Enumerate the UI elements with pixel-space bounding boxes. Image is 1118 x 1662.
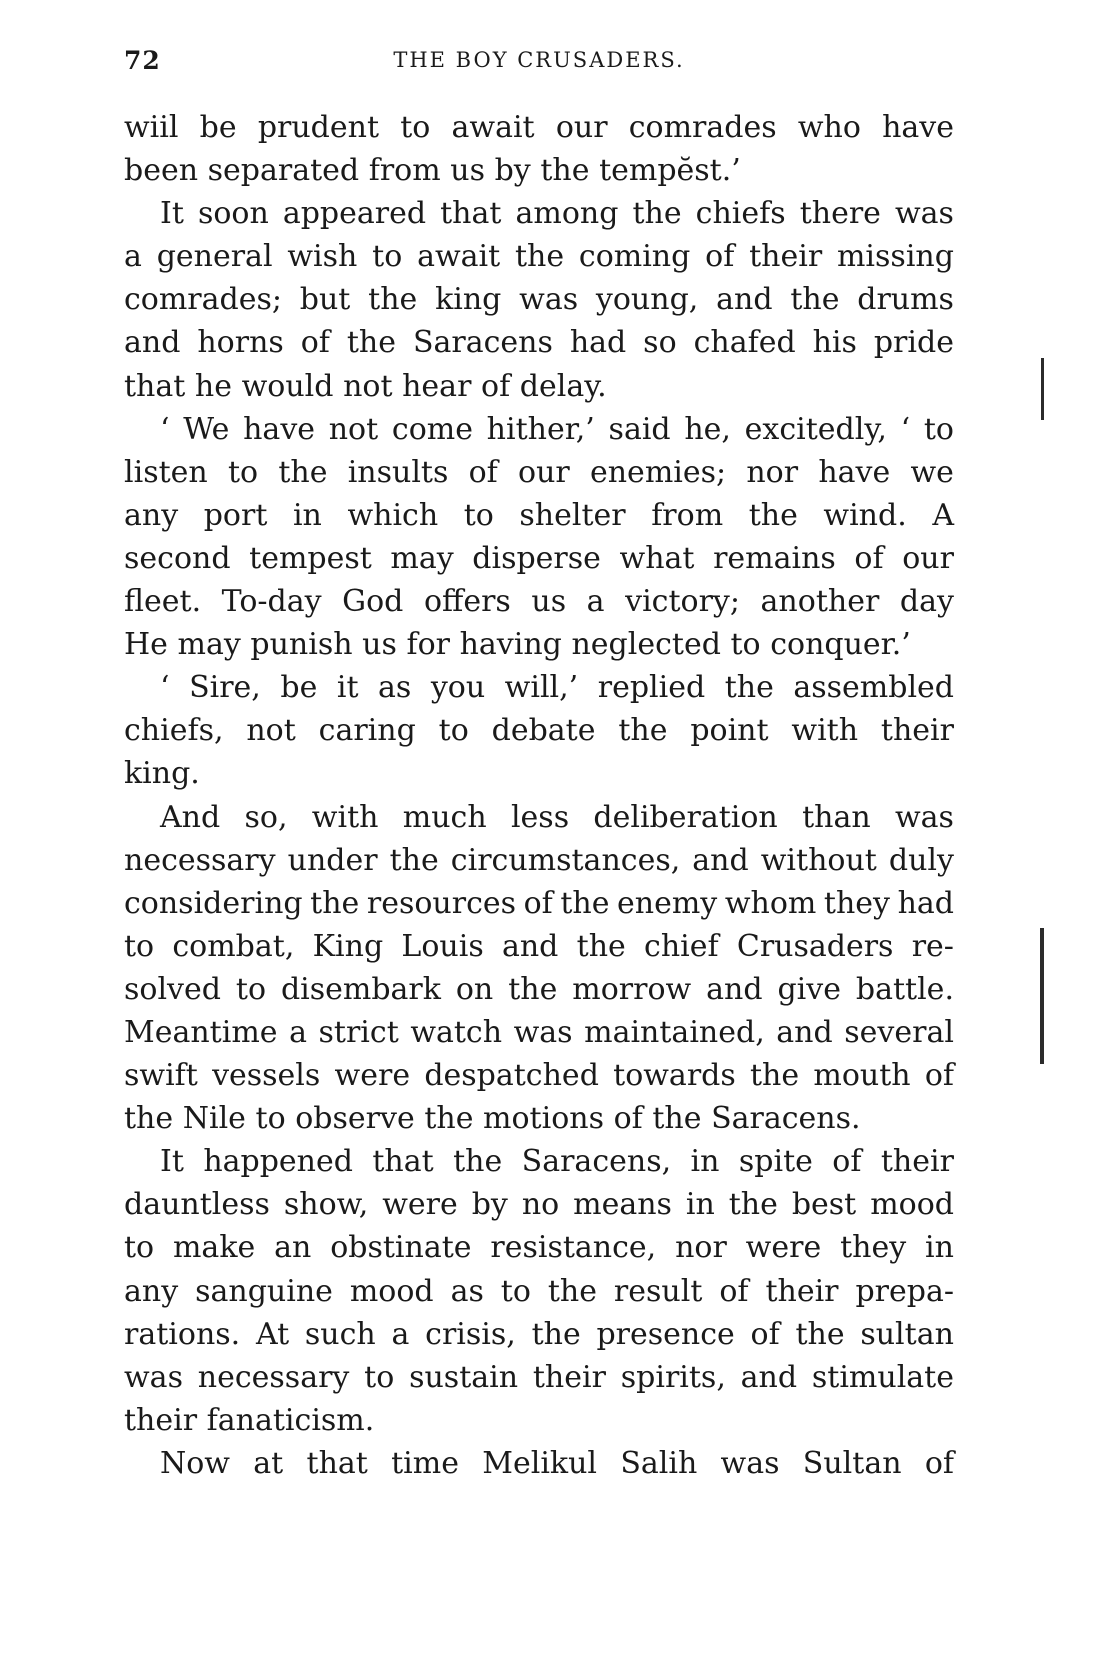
page-number: 72 (124, 46, 161, 75)
text-line: that he would not hear of delay. (124, 368, 607, 404)
text-line: considering the resources of the enemy whom they had (124, 885, 954, 921)
scan-artifact-mark (1040, 928, 1044, 1064)
text-line: chiefs, not caring to debate the point with their (124, 713, 954, 749)
text-line: comrades; but the king was young, and the drums (124, 282, 954, 318)
running-title: THE BOY CRUSADERS. (393, 48, 685, 72)
text-line: their fanaticism. (124, 1402, 375, 1438)
body-text (124, 106, 954, 1485)
text-line: It soon appeared that among the chiefs there was (160, 196, 954, 232)
text-line: wiil be prudent to await our comrades who have (124, 110, 954, 145)
text-line: king. (124, 756, 200, 792)
text-line: to make an obstinate resistance, nor were they in (124, 1230, 954, 1266)
text-line: swift vessels were despatched towards the mouth of (124, 1058, 954, 1094)
text-line: second tempest may disperse what remains of our (124, 540, 954, 576)
text-line: been separated from us by the tempĕst.’ (124, 153, 741, 189)
text-line: fleet. To-day God offers us a victory; another day (124, 584, 954, 620)
text-line: solved to disembark on the morrow and give battle. (124, 971, 954, 1007)
text-line: and horns of the Saracens had so chafed his pride (124, 325, 954, 361)
text-line: Meantime a strict watch was maintained, and several (124, 1014, 954, 1050)
text-line: any sanguine mood as to the result of their prepa- (124, 1273, 954, 1309)
text-line: It happened that the Saracens, in spite of their (160, 1144, 954, 1180)
scan-artifact-mark (1041, 358, 1044, 420)
text-line: Now at that time Melikul Salih was Sultan of (160, 1445, 954, 1481)
page-header (124, 46, 954, 82)
text-line: was necessary to sustain their spirits, and stimulate (124, 1359, 954, 1395)
text-line: ‘ We have not come hither,’ said he, excitedly, ‘ to (160, 411, 954, 447)
text-line: any port in which to shelter from the wind. A (124, 497, 954, 533)
text-line: a general wish to await the coming of their missing (124, 239, 954, 275)
text-line: ‘ Sire, be it as you will,’ replied the assembled (160, 670, 954, 706)
text-line: necessary under the circumstances, and without duly (124, 842, 954, 878)
text-line: He may punish us for having neglected to conquer.’ (124, 627, 911, 663)
text-line: the Nile to observe the motions of the Saracens. (124, 1101, 861, 1137)
text-line: to combat, King Louis and the chief Crusaders re- (124, 928, 954, 964)
text-line: listen to the insults of our enemies; nor have we (124, 454, 954, 490)
text-line: dauntless show, were by no means in the best mood (124, 1187, 954, 1223)
text-line: rations. At such a crisis, the presence of the sultan (124, 1316, 954, 1352)
text-line: And so, with much less deliberation than was (160, 799, 954, 835)
